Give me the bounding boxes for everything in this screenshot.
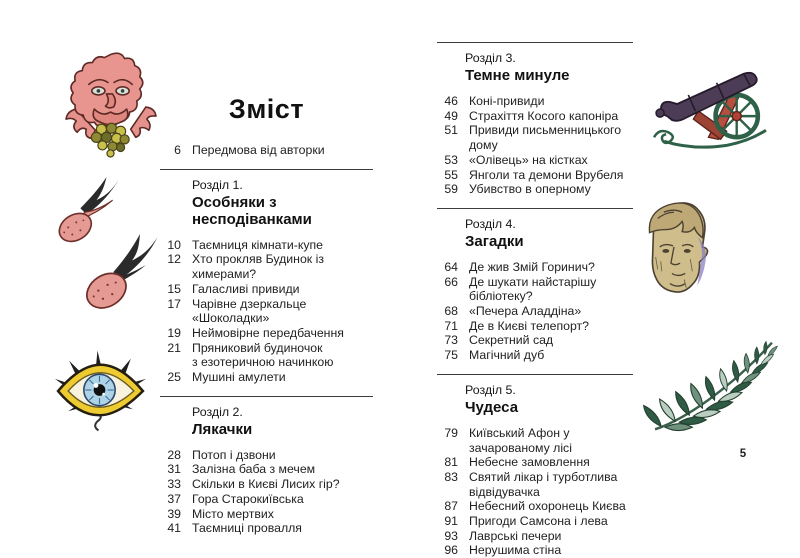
toc-entry-page: 83 [444,469,458,484]
toc-entry [160,252,373,281]
toc-entry [160,492,373,507]
toc-entry-title: Київський Афон у зачарованому лісі [469,425,572,455]
toc-entry-title: Потоп і дзвони [192,447,276,462]
toc-entry [437,109,633,124]
toc-entry-front-matter [160,143,373,158]
toc-entry [437,275,633,304]
toc-entry-title: Убивство в оперному [469,182,591,197]
toc-entry-title: Гора Старокиївська [192,491,304,506]
toc-entry [437,260,633,275]
toc-entry [437,94,633,109]
toc-entry-title: Неймовірне передбачення [192,325,344,340]
toc-entry [437,455,633,470]
toc-entry-title: Таємниця кімнати-купе [192,237,323,252]
toc-entry-page: 68 [444,304,458,319]
toc-entry-title: Де шукати найстарішу бібліотеку? [469,274,597,304]
toc-entry [160,448,373,463]
toc-entry-page: 37 [167,491,181,506]
section-kicker: Розділ 5. [465,382,516,397]
toc-entry-title: Страхіття Косого капоніра [469,108,619,123]
antique-head-illustration [633,198,717,308]
toc-entry-title: Нерушима стіна [469,543,562,558]
toc-entry-page: 81 [444,455,458,470]
toc-entry-page: 64 [444,259,458,274]
section-divider [160,169,373,170]
toc-entry [437,333,633,348]
toc-entry-page: 31 [167,462,181,477]
toc-entry [160,477,373,492]
toc-entry [437,514,633,529]
section-divider [160,396,373,397]
toc-entry-title: Пряниковий будиночок з езотеричною начинкою [192,340,334,370]
cannon-illustration [648,52,774,154]
toc-entry-title: Галасливі привиди [192,281,300,296]
toc-entry [437,470,633,499]
toc-entry [437,543,633,558]
toc-entry-title: Хто прокляв Будинок із химерами? [192,252,324,282]
section-kicker: Розділ 3. [465,51,516,65]
toc-entry-page: 17 [167,296,181,311]
toc-entry-title: Залізна баба з мечем [192,462,316,477]
toc-left-column [160,94,373,536]
toc-section-1 [160,178,373,385]
toc-entry [437,168,633,183]
toc-entry-title: Лаврські печери [469,528,562,543]
toc-entry-title: Мушині амулети [192,370,286,385]
toc-entry-page: 71 [444,318,458,333]
toc-entry-title: Передмова від авторки [192,143,325,157]
toc-entry-page: 96 [444,543,458,558]
toc-entry [437,319,633,334]
toc-entry [160,341,373,370]
toc-title: Зміст [228,94,305,124]
toc-entry-title: «Олівець» на кістках [469,152,588,167]
toc-entry-page: 46 [444,94,458,108]
toc-entry [437,529,633,544]
toc-entry-title: Магічний дуб [469,348,545,363]
toc-entry-page: 91 [444,514,458,529]
toc-entry [160,521,373,536]
toc-entry [160,282,373,297]
section-title: Чудеса [465,398,519,416]
toc-entry-page: 75 [444,348,458,363]
toc-entry-title: Де жив Змій Горинич? [469,259,595,274]
toc-entry-title: Небесне замовлення [469,455,590,470]
toc-entry-title: Скільки в Києві Лисих гір? [192,477,340,492]
section-kicker: Розділ 1. [192,177,243,192]
all-seeing-eye-illustration [52,348,148,432]
toc-section-5 [437,383,633,558]
toc-entry-page: 19 [167,325,181,340]
section-entries [437,260,633,363]
toc-section-2 [160,405,373,536]
toc-entry-title: Де в Києві телепорт? [469,318,589,333]
section-divider [437,374,633,375]
section-entries [160,238,373,385]
toc-entry-page: 15 [167,281,181,296]
toc-entry-page: 49 [444,108,458,123]
section-title: Лякачки [192,420,253,438]
toc-entry [160,462,373,477]
section-entries [437,426,633,558]
section-divider [437,208,633,209]
toc-entry-title: Небесний охоронець Києва [469,499,626,514]
section-kicker: Розділ 2. [192,404,243,419]
section-kicker: Розділ 4. [465,216,516,231]
chimera-face-illustration [58,46,164,160]
toc-entry-page: 21 [167,340,181,355]
toc-entry-page: 28 [167,447,181,462]
toc-entry [437,426,633,455]
toc-entry-title: Янголи та демони Врубеля [469,167,624,182]
section-title: Загадки [465,232,524,250]
toc-entry-title: Святий лікар і турботлива відвідувачка [469,469,618,499]
toc-entry-page: 53 [444,152,458,167]
toc-entry [160,507,373,522]
section-title: Особняки з несподіванками [192,193,312,228]
toc-entry-page: 73 [444,333,458,348]
page-number: 5 [739,448,747,460]
toc-entry-title: «Печера Аладдіна» [469,304,582,319]
toc-entry [160,238,373,253]
toc-entry [437,304,633,319]
section-title: Темне минуле [465,67,570,84]
toc-entry-page: 59 [444,182,458,197]
toc-entry-page: 55 [444,167,458,182]
toc-entry [437,182,633,197]
toc-entry-page: 12 [167,252,181,267]
laurel-branch-illustration [645,332,781,442]
section-entries [160,448,373,536]
toc-entry-title: Чарівне дзеркальце «Шоколадки» [192,296,307,326]
toc-entry-page: 33 [167,477,181,492]
toc-entry-page: 79 [444,425,458,440]
toc-entry [160,370,373,385]
toc-entry [160,297,373,326]
toc-entry-page: 25 [167,370,181,385]
toc-section-4 [437,217,633,363]
toc-entry-page: 66 [444,274,458,289]
toc-entry-page: 6 [174,143,181,157]
toc-entry-title: Секретний сад [469,333,554,348]
toc-entry [160,326,373,341]
section-entries [437,94,633,197]
toc-entry-page: 93 [444,528,458,543]
toc-section-3 [437,51,633,197]
toc-entry [437,123,633,152]
section-divider [437,42,633,43]
toc-entry [437,499,633,514]
toc-entry-title: Коні-привиди [469,94,545,108]
toc-entry-page: 39 [167,506,181,521]
toc-entry-page: 41 [167,521,181,536]
toc-entry [437,153,633,168]
toc-right-column [437,34,633,558]
toc-entry-title: Таємниці провалля [192,521,302,536]
toc-entry [437,348,633,363]
toc-entry-title: Місто мертвих [192,506,274,521]
toc-entry-title: Пригоди Самсона і лева [469,514,608,529]
toc-entry-page: 10 [167,237,181,252]
toc-entry-page: 87 [444,499,458,514]
toc-entry-title: Привиди письменницького дому [469,123,622,153]
flying-comets-illustration [48,172,154,308]
toc-entry-page: 51 [444,123,458,138]
